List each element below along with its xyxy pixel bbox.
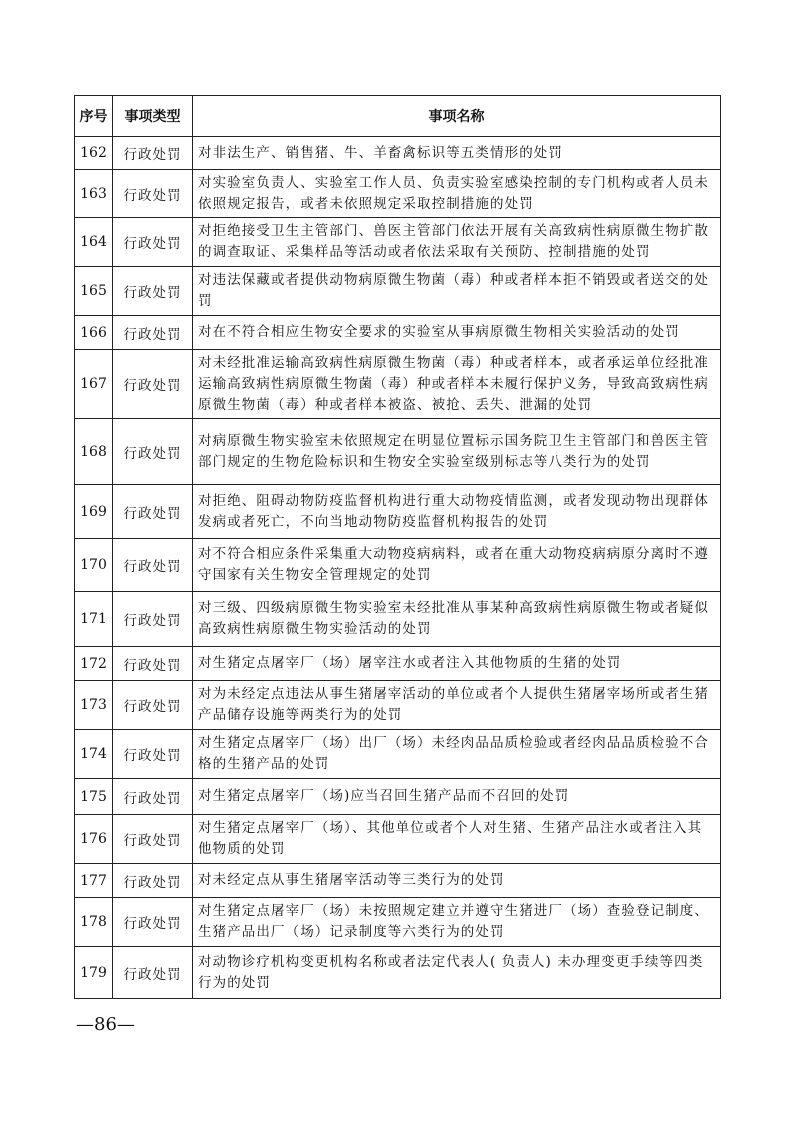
header-serial-number: 序号 bbox=[75, 96, 113, 137]
row-type: 行政处罚 bbox=[113, 539, 193, 592]
table-row bbox=[75, 350, 721, 419]
row-name: 对动物诊疗机构变更机构名称或者法定代表人( 负责人) 未办理变更手续等四类行为的处罚 bbox=[193, 947, 721, 999]
table-row bbox=[75, 539, 721, 592]
row-name: 对三级、四级病原微生物实验室未经批准从事某种高致病性病原微生物或者疑似高致病性病原微生物实验活动的处罚 bbox=[193, 592, 721, 647]
row-number: 174 bbox=[75, 730, 113, 779]
row-type: 行政处罚 bbox=[113, 730, 193, 779]
page-number: —86— bbox=[76, 1014, 135, 1035]
row-number: 163 bbox=[75, 170, 113, 218]
row-type: 行政处罚 bbox=[113, 947, 193, 999]
table-row bbox=[75, 419, 721, 485]
row-name: 对生猪定点屠宰厂（场）出厂（场）未经肉品品质检验或者经肉品品质检验不合格的生猪产品的处罚 bbox=[193, 730, 721, 779]
row-type: 行政处罚 bbox=[113, 267, 193, 316]
row-number: 176 bbox=[75, 815, 113, 864]
table-row bbox=[75, 592, 721, 647]
row-type: 行政处罚 bbox=[113, 419, 193, 485]
row-name: 对在不符合相应生物安全要求的实验室从事病原微生物相关实验活动的处罚 bbox=[193, 316, 721, 350]
row-name: 对生猪定点屠宰厂（场）屠宰注水或者注入其他物质的生猪的处罚 bbox=[193, 647, 721, 681]
row-name: 对拒绝接受卫生主管部门、兽医主管部门依法开展有关高致病性病原微生物扩散的调查取证、采集样品等活动或者依法采取有关预防、控制措施的处罚 bbox=[193, 218, 721, 267]
matters-table bbox=[74, 95, 721, 999]
row-number: 179 bbox=[75, 947, 113, 999]
table-row bbox=[75, 218, 721, 267]
row-type: 行政处罚 bbox=[113, 350, 193, 419]
row-name: 对拒绝、阻碍动物防疫监督机构进行重大动物疫情监测，或者发现动物出现群体发病或者死亡，不向当地动物防疫监督机构报告的处罚 bbox=[193, 485, 721, 539]
table-row bbox=[75, 170, 721, 218]
table-row bbox=[75, 485, 721, 539]
row-number: 166 bbox=[75, 316, 113, 350]
row-type: 行政处罚 bbox=[113, 316, 193, 350]
row-type: 行政处罚 bbox=[113, 137, 193, 170]
table-row bbox=[75, 947, 721, 999]
row-type: 行政处罚 bbox=[113, 681, 193, 730]
row-number: 173 bbox=[75, 681, 113, 730]
table-row bbox=[75, 681, 721, 730]
row-name: 对生猪定点屠宰厂（场）未按照规定建立并遵守生猪进厂（场）查验登记制度、生猪产品出厂（场）记录制度等六类行为的处罚 bbox=[193, 898, 721, 947]
row-number: 162 bbox=[75, 137, 113, 170]
row-name: 对生猪定点屠宰厂（场)应当召回生猪产品而不召回的处罚 bbox=[193, 779, 721, 815]
row-number: 164 bbox=[75, 218, 113, 267]
table-row bbox=[75, 898, 721, 947]
row-number: 165 bbox=[75, 267, 113, 316]
row-number: 175 bbox=[75, 779, 113, 815]
row-number: 167 bbox=[75, 350, 113, 419]
row-name: 对不符合相应条件采集重大动物疫病病料，或者在重大动物疫病病原分离时不遵守国家有关生物安全管理规定的处罚 bbox=[193, 539, 721, 592]
row-name: 对为未经定点违法从事生猪屠宰活动的单位或者个人提供生猪屠宰场所或者生猪产品储存设施等两类行为的处罚 bbox=[193, 681, 721, 730]
table-row bbox=[75, 779, 721, 815]
row-name: 对生猪定点屠宰厂（场）、其他单位或者个人对生猪、生猪产品注水或者注入其他物质的处罚 bbox=[193, 815, 721, 864]
row-number: 168 bbox=[75, 419, 113, 485]
header-matter-type: 事项类型 bbox=[113, 96, 193, 137]
row-name: 对实验室负责人、实验室工作人员、负责实验室感染控制的专门机构或者人员未依照规定报告，或者未依照规定采取控制措施的处罚 bbox=[193, 170, 721, 218]
row-number: 172 bbox=[75, 647, 113, 681]
table-row bbox=[75, 316, 721, 350]
table-row bbox=[75, 137, 721, 170]
row-name: 对未经定点从事生猪屠宰活动等三类行为的处罚 bbox=[193, 864, 721, 898]
row-type: 行政处罚 bbox=[113, 898, 193, 947]
row-number: 178 bbox=[75, 898, 113, 947]
row-type: 行政处罚 bbox=[113, 218, 193, 267]
table-row bbox=[75, 730, 721, 779]
table-header-row bbox=[75, 96, 721, 137]
row-number: 171 bbox=[75, 592, 113, 647]
row-type: 行政处罚 bbox=[113, 170, 193, 218]
row-type: 行政处罚 bbox=[113, 864, 193, 898]
table-row bbox=[75, 864, 721, 898]
row-type: 行政处罚 bbox=[113, 592, 193, 647]
row-name: 对非法生产、销售猪、牛、羊畜禽标识等五类情形的处罚 bbox=[193, 137, 721, 170]
row-number: 177 bbox=[75, 864, 113, 898]
row-name: 对病原微生物实验室未依照规定在明显位置标示国务院卫生主管部门和兽医主管部门规定的生物危险标识和生物安全实验室级别标志等八类行为的处罚 bbox=[193, 419, 721, 485]
row-type: 行政处罚 bbox=[113, 815, 193, 864]
row-number: 170 bbox=[75, 539, 113, 592]
row-name: 对违法保藏或者提供动物病原微生物菌（毒）种或者样本拒不销毁或者送交的处罚 bbox=[193, 267, 721, 316]
header-matter-name: 事项名称 bbox=[193, 96, 721, 137]
table-row bbox=[75, 647, 721, 681]
table-row bbox=[75, 267, 721, 316]
row-type: 行政处罚 bbox=[113, 647, 193, 681]
row-type: 行政处罚 bbox=[113, 779, 193, 815]
table-row bbox=[75, 815, 721, 864]
row-name: 对未经批准运输高致病性病原微生物菌（毒）种或者样本，或者承运单位经批准运输高致病性病原微生物菌（毒）种或者样本未履行保护义务，导致高致病性病原微生物菌（毒）种或者样本被盗、被抢、丢失、泄漏的处罚 bbox=[193, 350, 721, 419]
row-type: 行政处罚 bbox=[113, 485, 193, 539]
row-number: 169 bbox=[75, 485, 113, 539]
